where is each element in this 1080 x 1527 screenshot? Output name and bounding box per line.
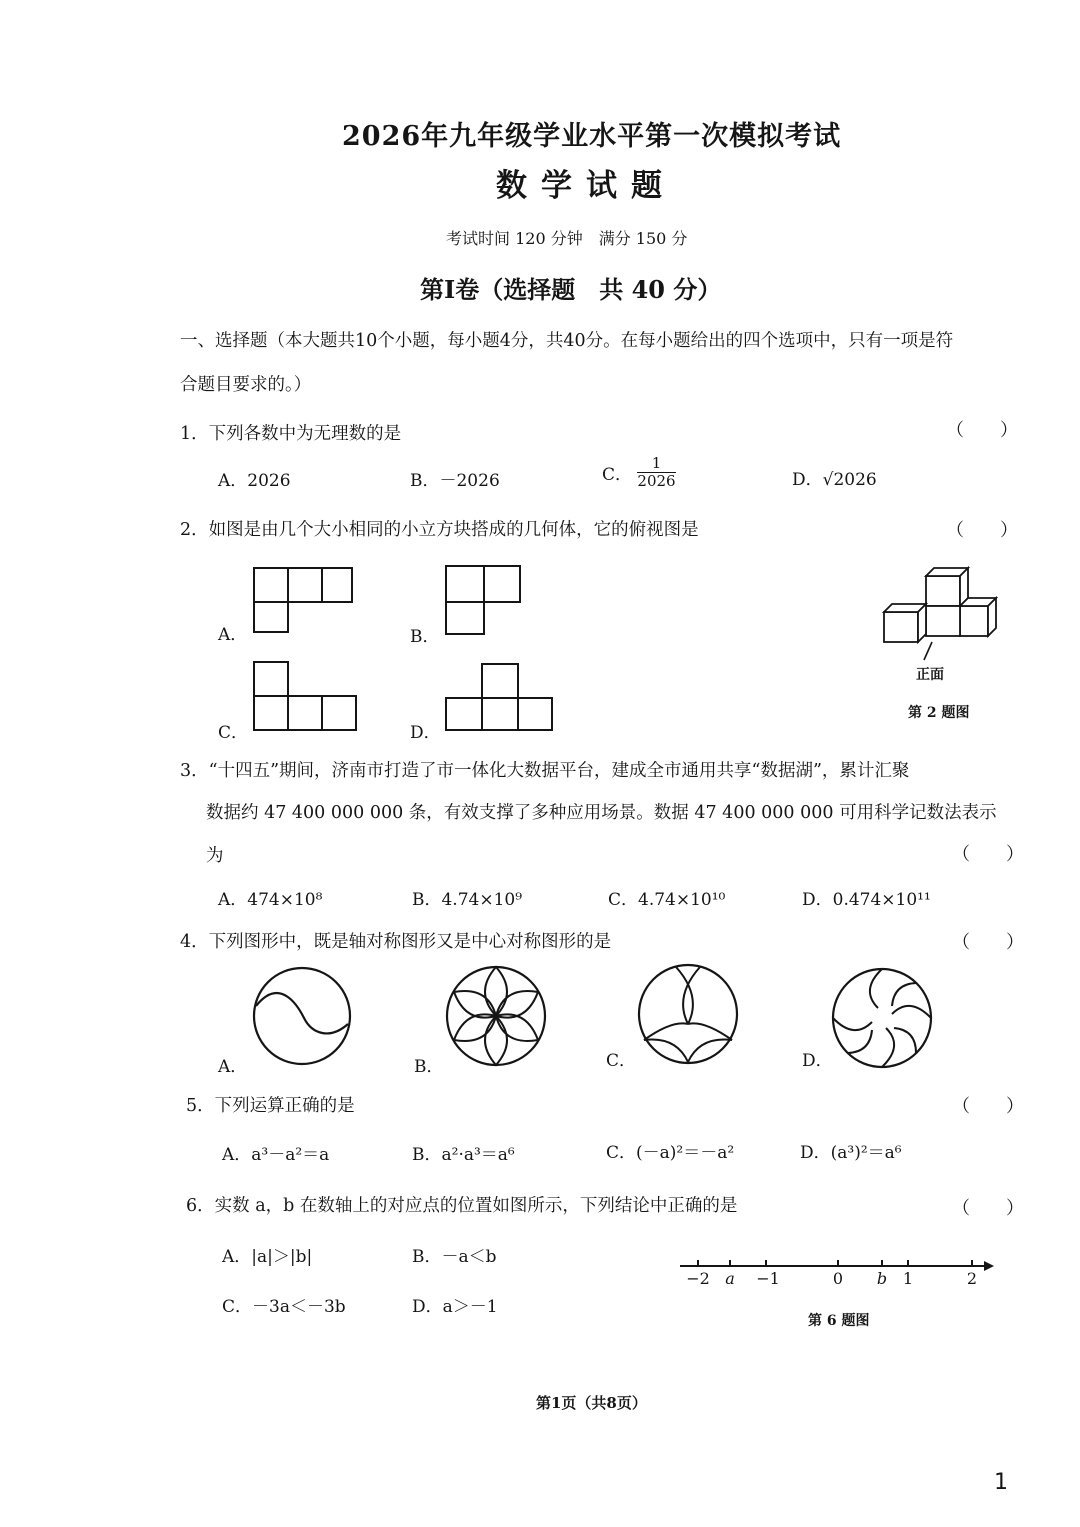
q3-option-c: C．4.74×10¹⁰ xyxy=(608,890,726,910)
q5-stem: 5．下列运算正确的是 xyxy=(186,1096,355,1116)
q2-option-a: A． xyxy=(218,625,248,645)
q5-option-a: A．a³－a²＝a xyxy=(222,1145,330,1165)
q4-option-c: C． xyxy=(606,1051,637,1071)
tick-label-a: a xyxy=(725,1269,735,1288)
q2-answer-paren: （ ） xyxy=(946,520,1018,541)
q4-option-d: D． xyxy=(802,1051,833,1071)
q1-stem: 1．下列各数中为无理数的是 xyxy=(180,424,402,444)
q3-line2: 数据约 47 400 000 000 条，有效支撑了多种应用场景。数据 47 400 000 000 可用科学记数法表示 xyxy=(206,803,997,823)
q2-front-label: 正面 xyxy=(916,667,944,683)
tick-label-neg1: −1 xyxy=(756,1269,780,1288)
tick-label-1: 1 xyxy=(902,1269,914,1288)
q4-option-a: A． xyxy=(218,1057,248,1077)
q2-option-b-grid xyxy=(440,564,530,638)
q6-option-a: A．|a|＞|b| xyxy=(222,1247,313,1267)
q4-option-b: B． xyxy=(414,1057,444,1077)
fraction-denominator: 2026 xyxy=(637,472,676,490)
q5-option-b: B．a²·a³＝a⁶ xyxy=(412,1145,515,1165)
q6-answer-paren: （ ） xyxy=(952,1198,1024,1219)
q1-option-b: B．－2026 xyxy=(410,471,500,491)
q6-number-line xyxy=(676,1252,1006,1302)
tick-label-b: b xyxy=(876,1269,888,1288)
page-footer: 第1页（共8页） xyxy=(536,1394,647,1412)
q3-line1: 3．“十四五”期间，济南市打造了市一体化大数据平台，建成全市通用共享“数据湖”，累计汇聚 xyxy=(180,761,910,781)
q1-answer-paren: （ ） xyxy=(946,420,1018,441)
q5-option-c: C．(－a)²＝－a² xyxy=(606,1143,735,1163)
q3-option-a: A．474×10⁸ xyxy=(218,890,323,910)
exam-info: 考试时间 120 分钟 满分 150 分 xyxy=(446,229,688,248)
q6-figure-caption: 第 6 题图 xyxy=(808,1313,870,1329)
q4-figure-c xyxy=(636,962,740,1066)
q6-option-c: C．－3a＜－3b xyxy=(222,1297,346,1317)
exam-title: 2026年九年级学业水平第一次模拟考试 xyxy=(342,121,842,152)
q2-stem: 2．如图是由几个大小相同的小立方块搭成的几何体，它的俯视图是 xyxy=(180,520,699,540)
section-title: 第Ⅰ卷（选择题 共 40 分） xyxy=(420,275,722,304)
q4-figure-a xyxy=(250,966,356,1066)
tick-label-0: 0 xyxy=(832,1269,844,1288)
q1-option-c-fraction xyxy=(637,455,675,490)
q1-option-a: A．2026 xyxy=(218,471,291,491)
q2-option-d-grid xyxy=(442,660,562,734)
q5-answer-paren: （ ） xyxy=(952,1096,1024,1117)
q5-option-d: D．(a³)²＝a⁶ xyxy=(800,1143,902,1163)
q6-option-d: D．a＞－1 xyxy=(412,1297,498,1317)
q3-line3: 为 xyxy=(206,846,224,866)
q2-option-c-grid xyxy=(250,658,370,734)
q6-option-b: B．－a＜b xyxy=(412,1247,497,1267)
q1-option-c xyxy=(602,455,676,490)
q2-option-a-grid xyxy=(250,566,360,636)
q4-answer-paren: （ ） xyxy=(952,932,1024,953)
q1-option-d: D．√2026 xyxy=(792,470,877,490)
q4-figure-b xyxy=(444,964,548,1068)
q4-figure-d xyxy=(830,966,934,1070)
q2-solid-figure xyxy=(880,566,1010,676)
q3-option-b: B．4.74×10⁹ xyxy=(412,890,523,910)
q2-option-d: D． xyxy=(410,723,441,743)
q2-figure-caption: 第 2 题图 xyxy=(908,705,970,721)
subject-title: 数学试题 xyxy=(496,168,676,204)
q6-stem: 6．实数 a，b 在数轴上的对应点的位置如图所示，下列结论中正确的是 xyxy=(186,1196,738,1216)
instructions-line1: 一、选择题（本大题共10个小题，每小题4分，共40分。在每小题给出的四个选项中，只有一项是符 xyxy=(180,331,954,351)
q3-option-d: D．0.474×10¹¹ xyxy=(802,890,931,910)
instructions-line2: 合题目要求的。） xyxy=(180,375,312,395)
q2-option-c: C． xyxy=(218,723,249,743)
fraction-numerator: 1 xyxy=(637,455,675,473)
tick-label-neg2: −2 xyxy=(686,1269,710,1288)
q3-answer-paren: （ ） xyxy=(952,844,1024,865)
q1-option-c-label: C． xyxy=(602,465,633,485)
q4-stem: 4．下列图形中，既是轴对称图形又是中心对称图形的是 xyxy=(180,932,612,952)
page-number: 1 xyxy=(994,1470,1008,1495)
q2-option-b: B． xyxy=(410,627,440,647)
tick-label-2: 2 xyxy=(966,1269,978,1288)
